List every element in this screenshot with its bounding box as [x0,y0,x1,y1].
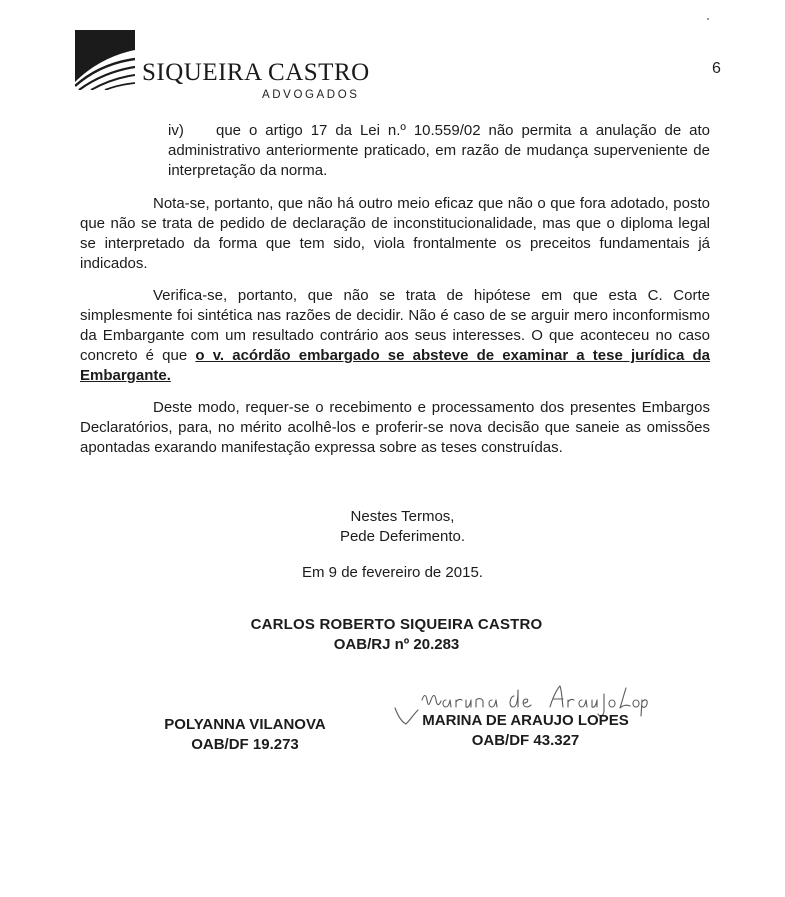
left-signatory-name: POLYANNA VILANOVA [164,716,326,733]
siqueira-castro-logo-icon [75,30,135,90]
right-signatory [408,711,643,751]
list-item-marker: iv) [168,122,184,139]
page-number: 6 [712,60,721,77]
main-signatory-name: CARLOS ROBERTO SIQUEIRA CASTRO [250,616,543,633]
firm-subtitle: ADVOGADOS [262,89,360,101]
firm-name-second: CASTRO [268,59,370,86]
list-item-text: que o artigo 17 da Lei n.º 10.559/02 não permita a anulação de ato administrativo anteriormente praticado, em razão de mudança superveniente de interpretação da norma. [168,122,710,179]
firm-name [142,58,370,88]
closing-pede-deferimento: Pede Deferimento. [339,528,466,545]
left-signatory [150,715,340,755]
closing-nestes-termos: Nestes Termos, [350,508,455,525]
right-signatory-oab: OAB/DF 43.327 [471,732,580,749]
paragraph-verifica-se-lead: Verifica-se, portanto, que não se trata de hipótese em que esta C. Corte simplesmente foi sintética nas razões de decidir. Não é caso de se arguir mero inconformismo da Embargante com um resultado contrário aos seus interesses. O que aconteceu no caso concreto é que [80,287,710,364]
main-signatory-oab: OAB/RJ nº 20.283 [333,636,460,653]
document-date: Em 9 de fevereiro de 2015. [302,564,483,581]
left-signatory-oab: OAB/DF 19.273 [191,736,299,753]
scan-speck [707,18,709,20]
paragraph-deste-modo: Deste modo, requer-se o recebimento e processamento dos presentes Embargos Declaratórios, para, no mérito acolhê-los e proferir-se nova decisão que saneie as omissões apontadas exarando manifestação expressa sobre as teses construídas. [80,399,710,456]
paragraph-verifica-se [80,286,710,386]
right-signatory-name: MARINA DE ARAUJO LOPES [422,712,629,729]
firm-name-first: SIQUEIRA [142,59,262,86]
paragraph-nota-se: Nota-se, portanto, que não há outro meio eficaz que não o que fora adotado, posto que não se trata de pedido de declaração de inconstitucionalidade, mas que o diploma legal se interpretado da forma que tem sido, viola frontalmente os preceitos fundamentais já indicados. [80,195,710,272]
list-item-iv [168,121,710,181]
paragraph-verifica-se-emphasis: o v. acórdão embargado se absteve de examinar a tese jurídica da Embargante. [80,347,710,384]
